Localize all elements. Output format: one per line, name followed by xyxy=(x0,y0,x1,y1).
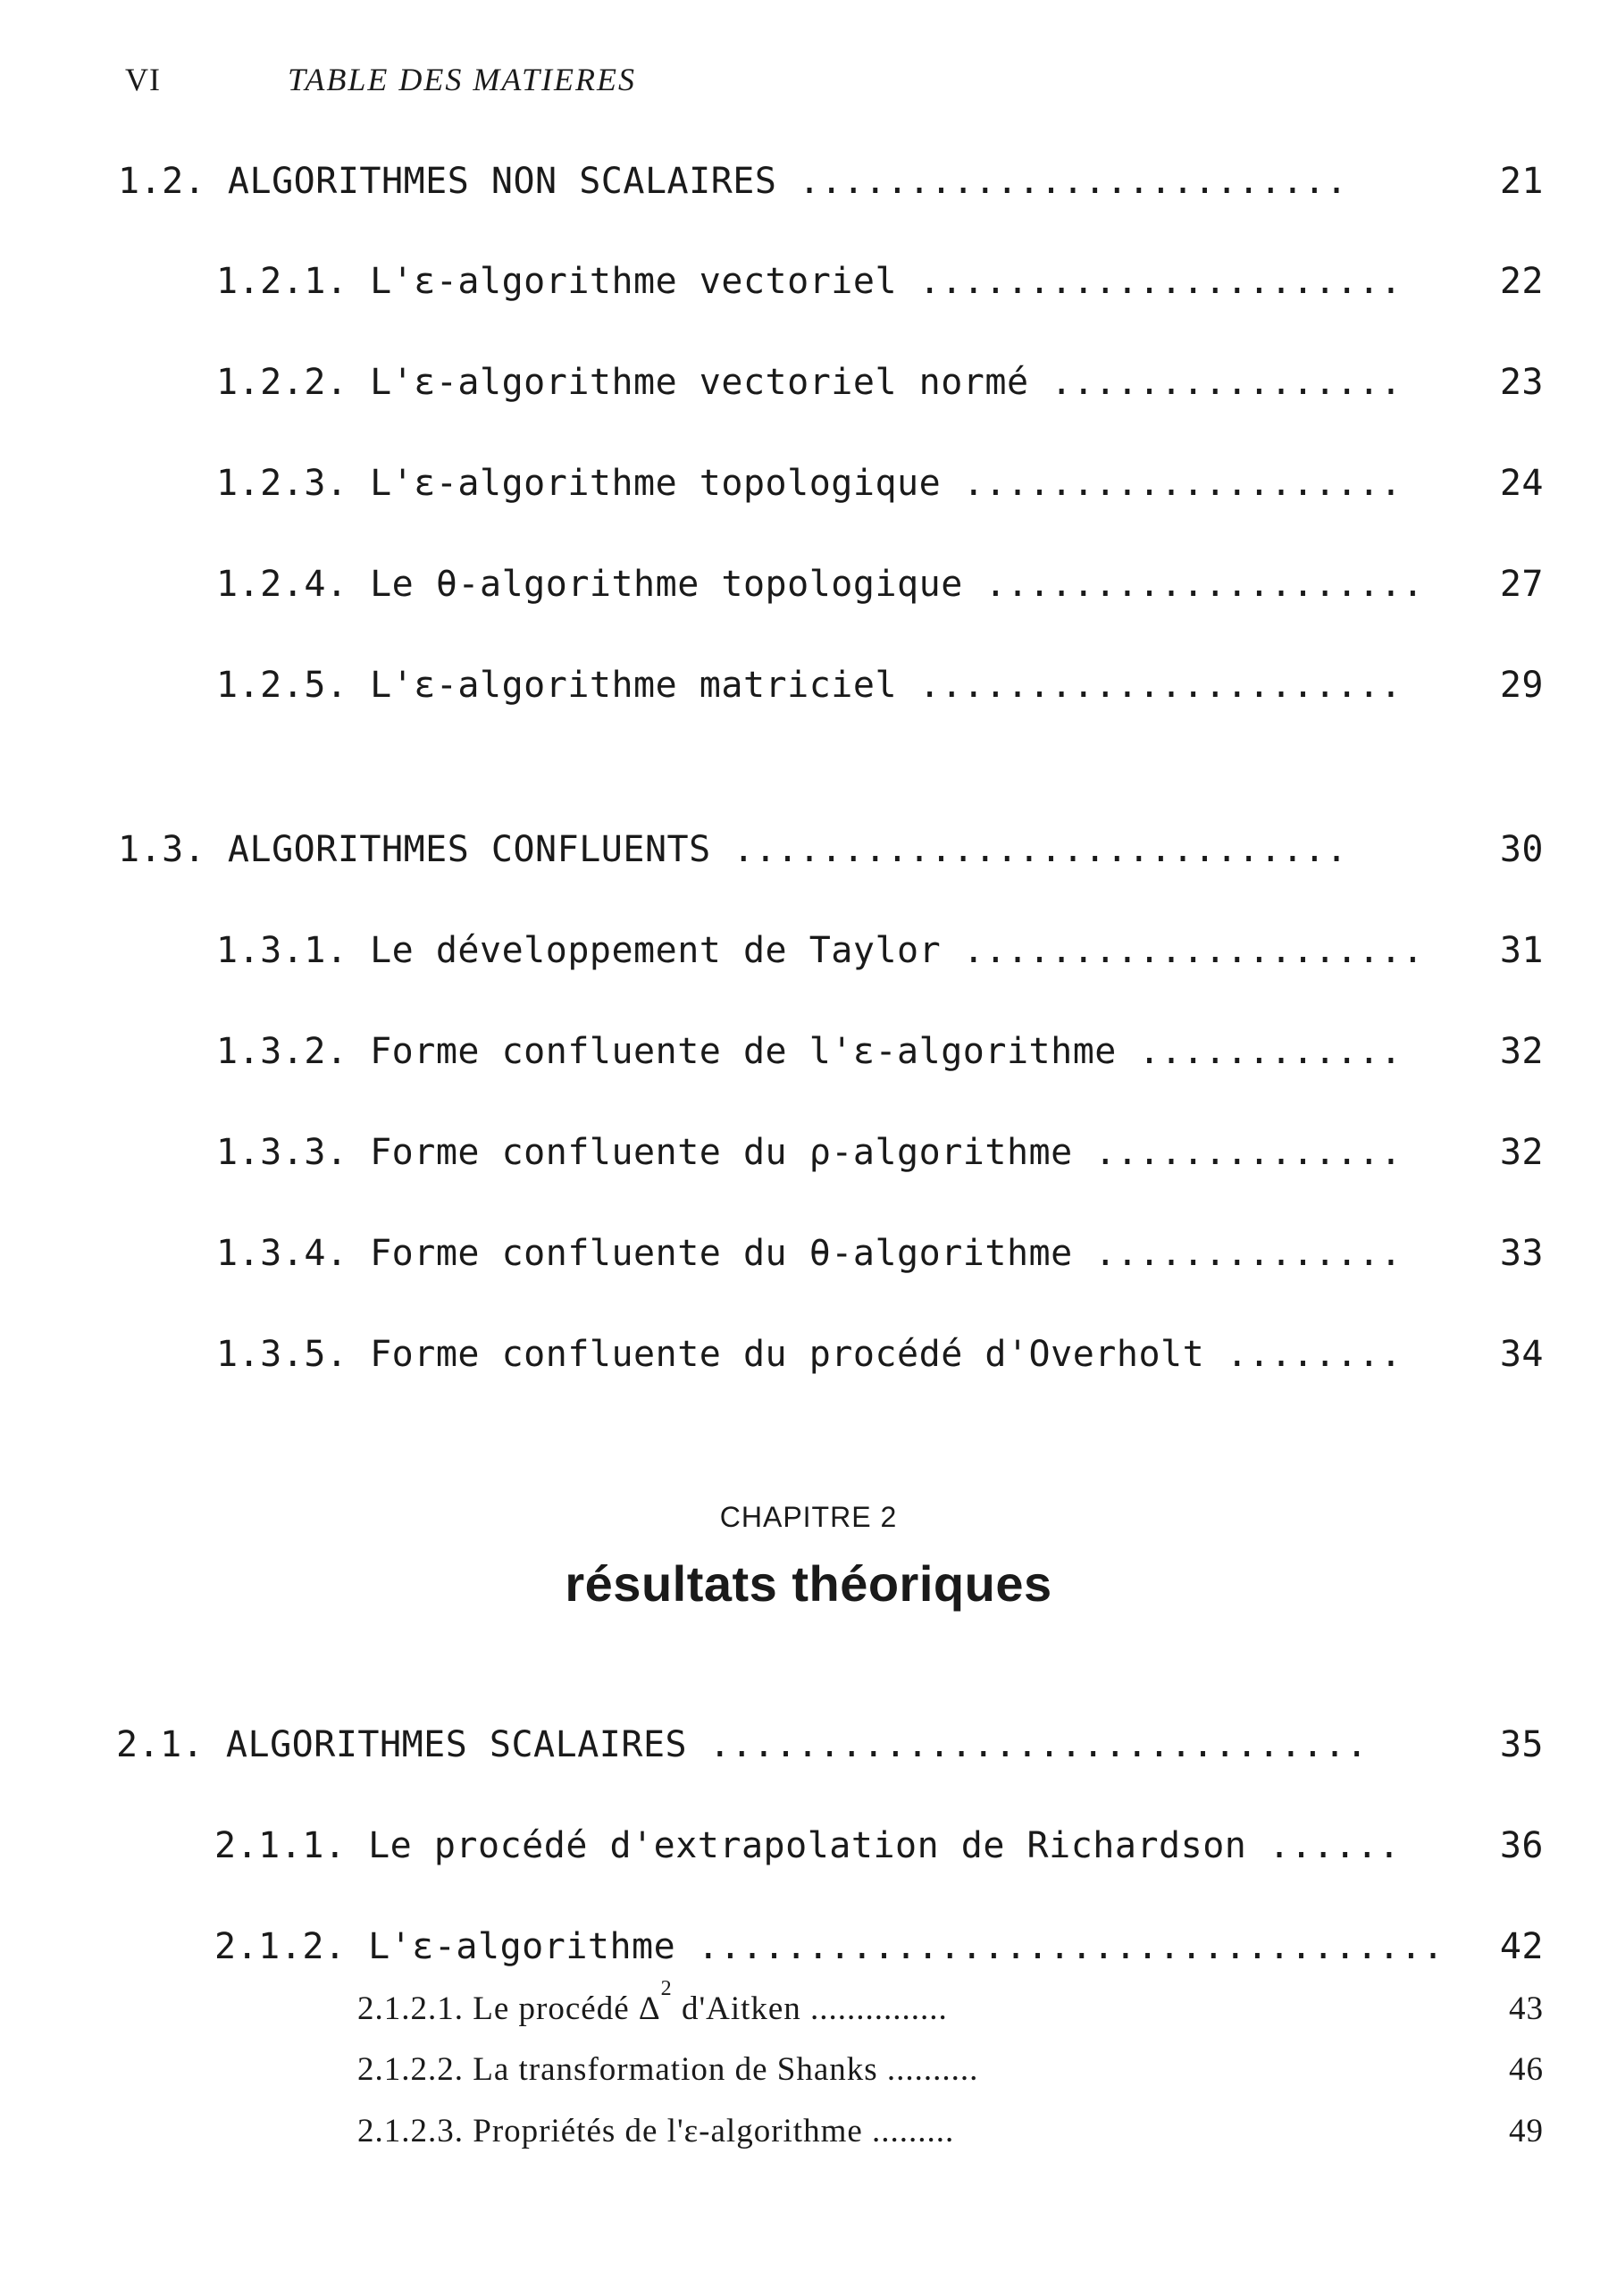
toc-entry-text: 1.2.3. L'ε-algorithme topologique .................... xyxy=(216,463,1403,504)
toc-page-number: 32 xyxy=(1499,1132,1544,1173)
toc-entry-text: 1.2.4. Le θ-algorithme topologique .................... xyxy=(216,564,1425,605)
toc-entry-text: 1.3.3. Forme confluente du ρ-algorithme .............. xyxy=(216,1132,1403,1173)
toc-page-number: 42 xyxy=(1499,1926,1544,1967)
toc-page-number: 22 xyxy=(1499,261,1544,302)
chapter-label: CHAPITRE 2 xyxy=(719,1501,898,1533)
toc-entry-text: 1.3.4. Forme confluente du θ-algorithme .............. xyxy=(216,1233,1403,1274)
toc-page-number: 21 xyxy=(1499,161,1544,202)
toc-entry-text: 1.2.2. L'ε-algorithme vectoriel normé ................ xyxy=(216,362,1403,403)
toc-page-number: 27 xyxy=(1499,564,1544,605)
toc-page-number: 43 xyxy=(1509,1990,1544,2027)
toc-page-number: 36 xyxy=(1499,1825,1544,1866)
toc-page-number: 49 xyxy=(1509,2113,1544,2149)
page-folio: VI xyxy=(125,62,161,97)
toc-entry-text: 1.3.2. Forme confluente de l'ε-algorithme ............ xyxy=(216,1031,1403,1072)
toc-page-number: 31 xyxy=(1499,930,1544,971)
toc-page-number: 23 xyxy=(1499,362,1544,403)
toc-page-number: 33 xyxy=(1499,1233,1544,1274)
toc-entry-text: 2.1.1. Le procédé d'extrapolation de Richardson ...... xyxy=(214,1825,1401,1866)
toc-page-number: 30 xyxy=(1499,829,1544,870)
toc-entry-text: 1.2. ALGORITHMES NON SCALAIRES ......................... xyxy=(118,161,1348,202)
toc-entry-text: 1.2.1. L'ε-algorithme vectoriel ...................... xyxy=(216,261,1403,302)
superscript: 2 xyxy=(660,1977,673,2000)
toc-entry-text: 1.3.1. Le développement de Taylor ..................... xyxy=(216,930,1425,971)
toc-entry-text: 1.2.5. L'ε-algorithme matriciel ...................... xyxy=(216,665,1403,706)
running-title: TABLE DES MATIERES xyxy=(288,62,636,97)
toc-entry-text: 1.3. ALGORITHMES CONFLUENTS ............................ xyxy=(118,829,1348,870)
toc-entry-text: 2.1. ALGORITHMES SCALAIRES .............................. xyxy=(116,1724,1369,1765)
toc-page-number: 24 xyxy=(1499,463,1544,504)
toc-entry-text: 1.3.5. Forme confluente du procédé d'Overholt ........ xyxy=(216,1334,1403,1375)
toc-entry-text: 2.1.2.1. Le procédé $\Delta^2$ d'Aitken ............... xyxy=(357,1977,948,2027)
toc-entry-text: 2.1.2. L'ε-algorithme .................................. xyxy=(214,1926,1445,1967)
toc-entry-text: 2.1.2.2. La transformation de Shanks .......... xyxy=(357,2051,979,2088)
toc-entry-text: 2.1.2.3. Propriétés de l'ε-algorithme ......... xyxy=(357,2113,955,2149)
chapter-title: résultats théoriques xyxy=(565,1555,1052,1612)
toc-page-number: 46 xyxy=(1509,2051,1544,2088)
toc-page-number: 32 xyxy=(1499,1031,1544,1072)
running-header xyxy=(125,61,636,98)
toc-page-number: 35 xyxy=(1499,1724,1544,1765)
toc-page-number: 34 xyxy=(1499,1334,1544,1375)
toc-page-number: 29 xyxy=(1499,665,1544,706)
